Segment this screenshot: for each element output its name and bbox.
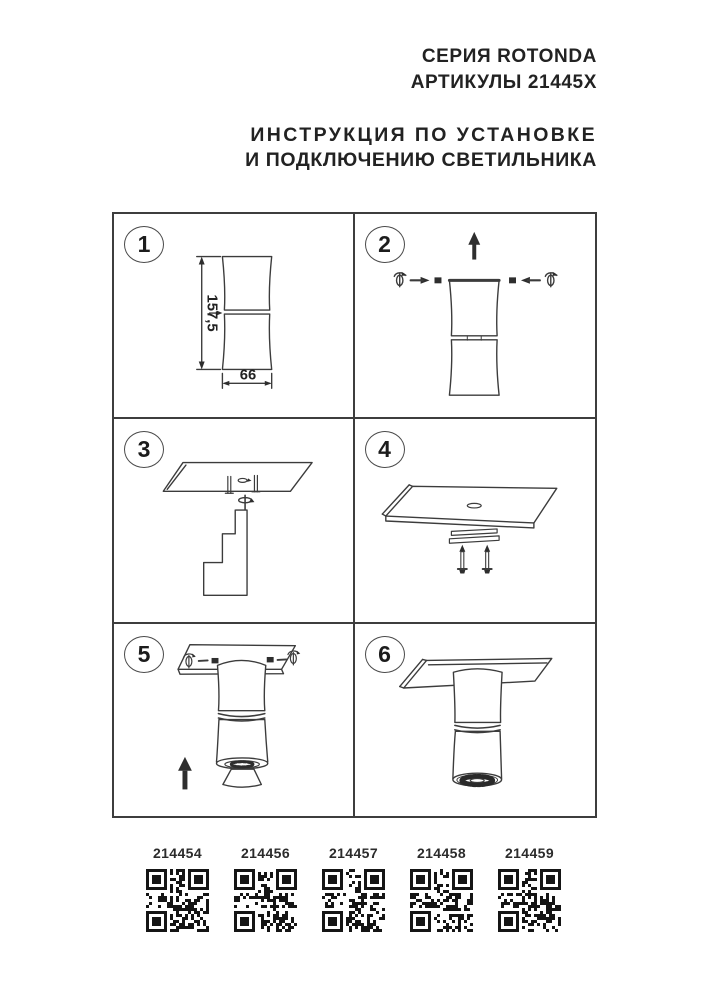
step-number-badge: [124, 431, 164, 468]
header: [245, 44, 597, 173]
qr-article-label: 214454: [152, 845, 203, 861]
rotation-arrowhead: [249, 498, 255, 502]
step-cell-3: [114, 419, 355, 624]
lamp-bottom-view: [452, 773, 501, 786]
qr-item: [498, 845, 562, 932]
step-number-badge: [365, 431, 405, 468]
qr-article-label: 214456: [240, 845, 291, 861]
qr-code: [410, 869, 473, 932]
step-number: 3: [137, 436, 151, 462]
step-cell-6: [355, 624, 596, 816]
qr-code: [498, 869, 561, 932]
step-cell-1: [114, 214, 355, 419]
lamp-body: [449, 280, 499, 395]
step-number-badge: [124, 636, 164, 673]
step-number: 6: [378, 641, 391, 667]
screw-right: [482, 545, 491, 574]
articles-label: АРТИКУЛЫ 21445X: [410, 72, 597, 93]
dimension-width-label: 66: [239, 367, 257, 384]
step-cell-4: [355, 419, 596, 624]
dimension-height-label: 157,5: [203, 294, 220, 332]
lamp-body: [216, 660, 267, 761]
qr-article-label: 214459: [504, 845, 555, 861]
step-number-badge: [365, 226, 405, 263]
step-cell-5: [114, 624, 355, 816]
step-number: 5: [137, 641, 151, 667]
lamp-cone: [223, 769, 261, 787]
stepped-bracket: [204, 510, 247, 595]
mounting-plate: [385, 486, 556, 523]
instruction-title-line1: ИНСТРУКЦИЯ ПО УСТАНОВКЕ: [250, 124, 597, 146]
steps-grid: [112, 212, 597, 818]
qr-item: [410, 845, 474, 932]
step-number-badge: [124, 226, 164, 263]
instruction-title-line2: И ПОДКЛЮЧЕНИЮ СВЕТИЛЬНИКА: [245, 149, 597, 171]
step-number: 4: [378, 436, 391, 462]
mounting-plate: [163, 463, 312, 492]
qr-code: [146, 869, 209, 932]
up-arrow-icon: [468, 232, 480, 260]
step-number: 2: [378, 231, 391, 257]
qr-item: [322, 845, 386, 932]
qr-item: [146, 845, 210, 932]
qr-article-label: 214457: [328, 845, 379, 861]
lamp-body: [222, 257, 271, 370]
screw-left: [457, 545, 466, 574]
step-cell-2: [355, 214, 596, 419]
qr-section: [0, 845, 707, 932]
qr-item: [234, 845, 298, 932]
socket-rim: [216, 758, 267, 769]
qr-code: [234, 869, 297, 932]
qr-article-label: 214458: [416, 845, 467, 861]
qr-code: [322, 869, 385, 932]
up-arrow-icon: [178, 757, 192, 789]
instruction-title: [245, 123, 597, 173]
step-number-badge: [365, 636, 405, 673]
lamp-body: [452, 669, 501, 779]
mounting-bracket: [449, 529, 499, 543]
series-label: СЕРИЯ ROTONDA: [421, 46, 597, 67]
step-number: 1: [137, 231, 151, 257]
